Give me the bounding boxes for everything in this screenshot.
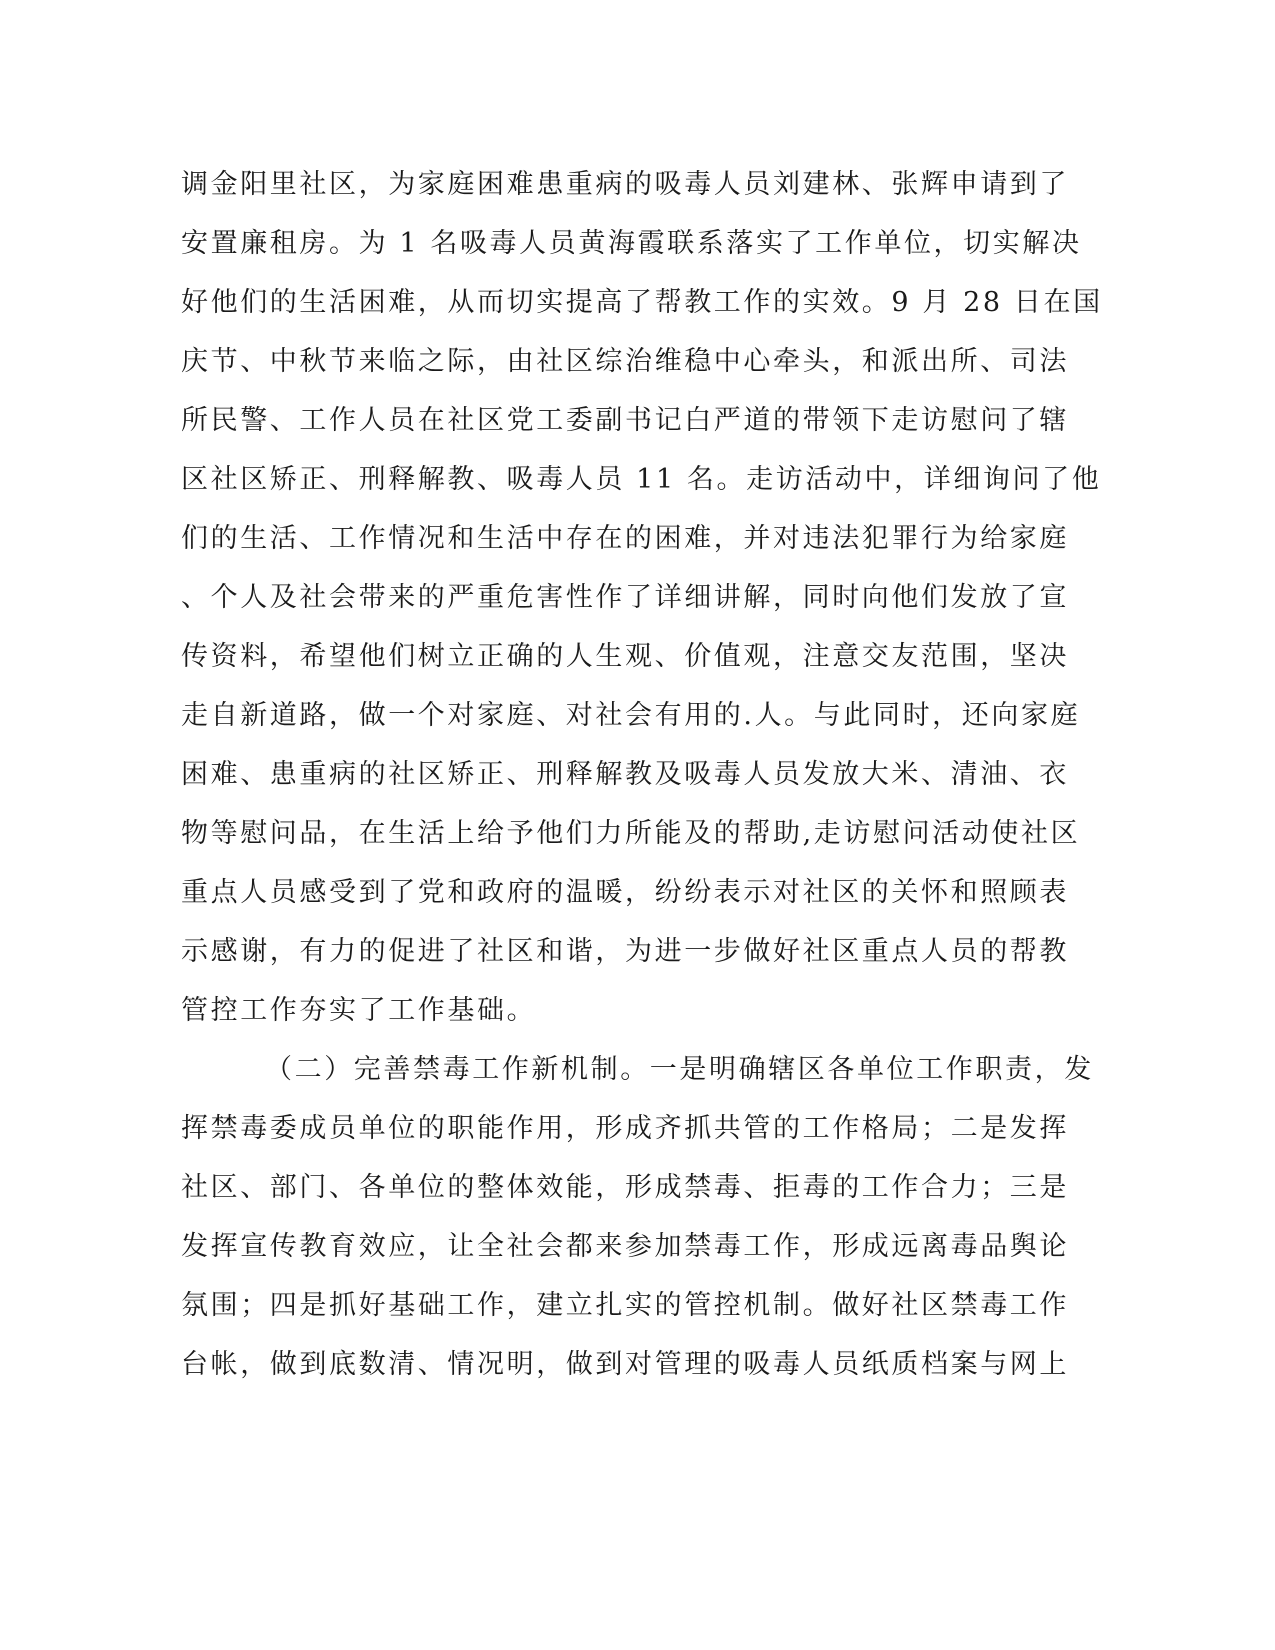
text-line: 、个人及社会带来的严重危害性作了详细讲解，同时向他们发放了宣: [181, 582, 1069, 613]
text-line: 困难、患重病的社区矫正、刑释解教及吸毒人员发放大米、清油、衣: [181, 759, 1069, 790]
text-line: 调金阳里社区，为家庭困难患重病的吸毒人员刘建林、张辉申请到了: [181, 169, 1069, 200]
text-line: 社区、部门、各单位的整体效能，形成禁毒、拒毒的工作合力；三是: [181, 1172, 1069, 1203]
text-line: 发挥宣传教育效应，让全社会都来参加禁毒工作，形成远离毒品舆论: [181, 1231, 1069, 1262]
text-line: 安置廉租房。为 1 名吸毒人员黄海霞联系落实了工作单位，切实解决: [181, 228, 1082, 259]
text-line: 氛围；四是抓好基础工作，建立扎实的管控机制。做好社区禁毒工作: [181, 1290, 1069, 1321]
text-line: 台帐，做到底数清、情况明，做到对管理的吸毒人员纸质档案与网上: [181, 1349, 1069, 1380]
text-line: 好他们的生活困难，从而切实提高了帮教工作的实效。9 月 28 日在国: [181, 287, 1103, 318]
text-line: 管控工作夯实了工作基础。: [181, 995, 537, 1026]
text-line: 走自新道路，做一个对家庭、对社会有用的.人。与此同时，还向家庭: [181, 700, 1081, 731]
text-line: 所民警、工作人员在社区党工委副书记白严道的带领下走访慰问了辖: [181, 405, 1069, 436]
text-line: 们的生活、工作情况和生活中存在的困难，并对违法犯罪行为给家庭: [181, 523, 1069, 554]
text-line: 区社区矫正、刑释解教、吸毒人员 11 名。走访活动中，详细询问了他: [181, 464, 1102, 495]
text-line: 物等慰问品，在生活上给予他们力所能及的帮助,走访慰问活动使社区: [181, 818, 1081, 849]
paragraph-first-line: （二）完善禁毒工作新机制。一是明确辖区各单位工作职责，发: [265, 1054, 1094, 1085]
text-line: 挥禁毒委成员单位的职能作用，形成齐抓共管的工作格局；二是发挥: [181, 1113, 1069, 1144]
body-text: [181, 155, 1103, 1394]
text-line: 重点人员感受到了党和政府的温暖，纷纷表示对社区的关怀和照顾表: [181, 877, 1069, 908]
text-line: 示感谢，有力的促进了社区和谐，为进一步做好社区重点人员的帮教: [181, 936, 1069, 967]
text-line: 庆节、中秋节来临之际，由社区综治维稳中心牵头，和派出所、司法: [181, 346, 1069, 377]
text-line: 传资料，希望他们树立正确的人生观、价值观，注意交友范围，坚决: [181, 641, 1069, 672]
